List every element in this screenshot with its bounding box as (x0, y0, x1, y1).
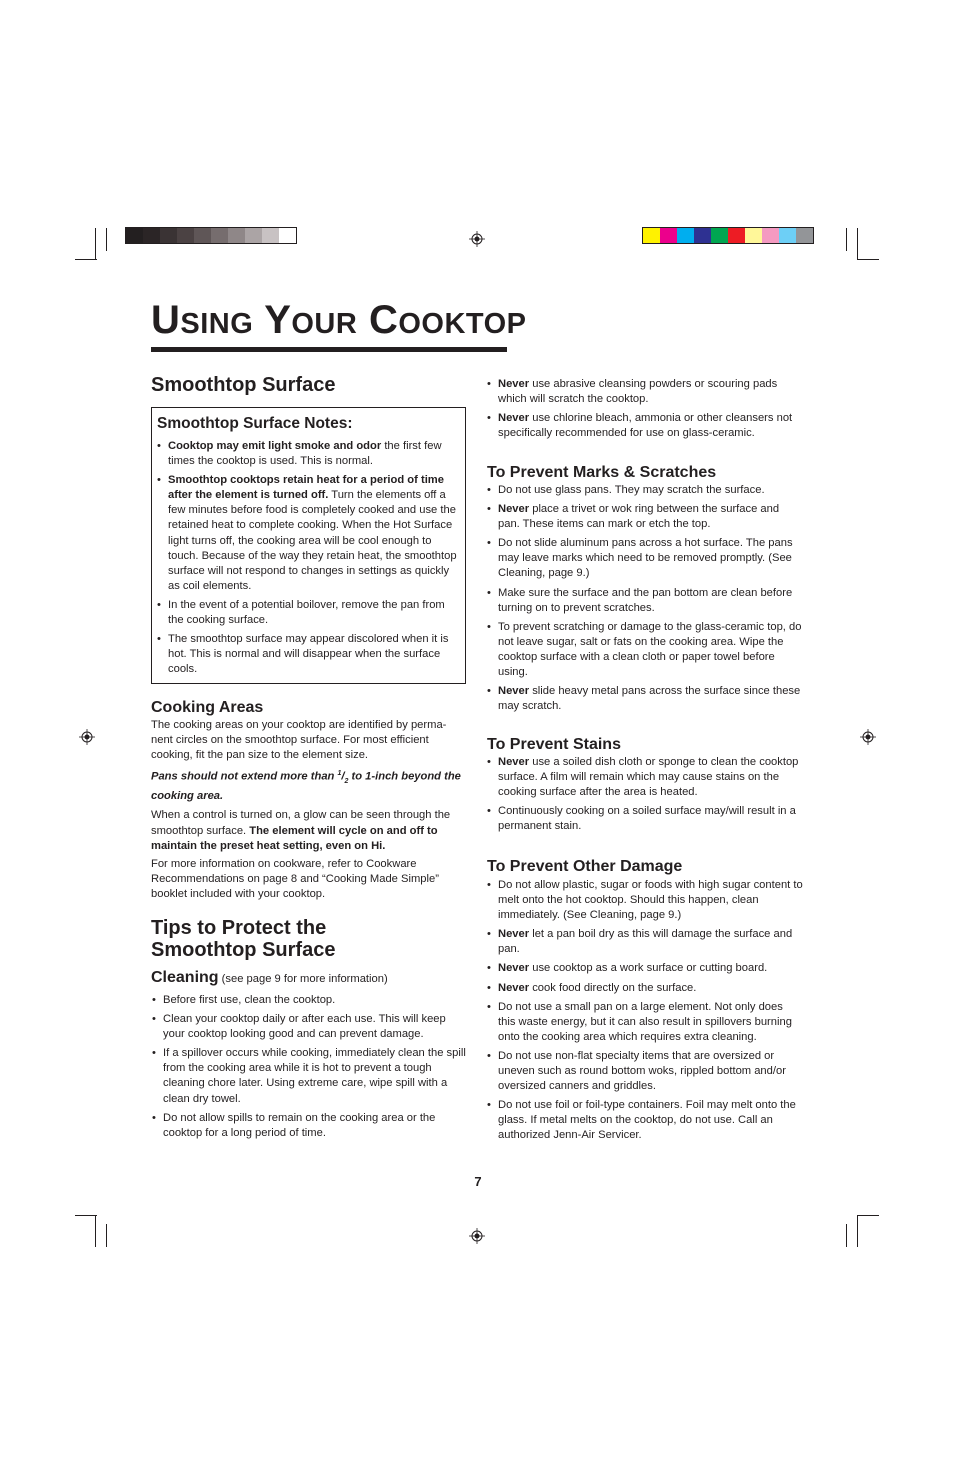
color-swatch (711, 228, 728, 243)
color-swatch (194, 228, 211, 243)
list-item: • Never slide heavy metal pans across the surface since these may scratch. (487, 684, 803, 714)
color-swatch (728, 228, 745, 243)
registration-mark-icon (469, 231, 485, 247)
list-item: • Never use a soiled dish cloth or sponge to clean the cooktop surface. A film will remain which may cause stains on the cooking surface after the area is heated. (487, 755, 803, 800)
list-item: • Continuously cooking on a soiled surface may/will result in a permanent stain. (487, 804, 803, 834)
color-swatch (211, 228, 228, 243)
other-damage-list (487, 878, 803, 1148)
color-swatch (160, 228, 177, 243)
paragraph: For more information on cookware, refer to Cookware Recommendations on page 8 and “Cooking Made Simple” booklet included with your cooktop. (151, 857, 439, 900)
color-swatch (177, 228, 194, 243)
notes-list (157, 439, 460, 677)
marks-list (487, 483, 803, 718)
marks-heading: To Prevent Marks & Scratches (487, 464, 717, 481)
list-item: • Never place a trivet or wok ring between the surface and pan. These items can mark or etch the top. (487, 502, 803, 532)
notes-heading: Smoothtop Surface Notes: (157, 415, 353, 432)
registration-mark-icon (469, 1228, 485, 1244)
list-item: • Make sure the surface and the pan bottom are clean before turning on to prevent scratches. (487, 586, 803, 616)
color-swatch (643, 228, 660, 243)
cooking-areas-body (151, 718, 463, 902)
list-item: • Never let a pan boil dry as this will damage the surface and pan. (487, 927, 803, 957)
color-swatch (228, 228, 245, 243)
color-swatch (762, 228, 779, 243)
list-item: • Do not use foil or foil-type containers. Foil may melt onto the glass. If metal melts on the cooktop, do not use. Call an authorized Jenn-Air Servicer. (487, 1098, 803, 1143)
color-swatch (279, 228, 296, 243)
paragraph: The cooking areas on your cooktop are identified by perma-nent circles on the smoothtop surface. For most efficient cooking, fit the pan size to the element size. (151, 719, 447, 762)
list-item: • Do not use a small pan on a large element. Not only does this waste energy, but it can also result in spillovers burning onto the cooking area which requires extra cleaning. (487, 1000, 803, 1045)
list-item: • Never cook food directly on the surface. (487, 981, 803, 996)
color-swatch (796, 228, 813, 243)
list-item: • If a spillover occurs while cooking, immediately clean the spill from the cooking area while it is hot to prevent a tough cleaning chore later. Using extreme care, wipe spill with a clean dry towel. (152, 1046, 466, 1106)
color-swatch (779, 228, 796, 243)
color-swatch (126, 228, 143, 243)
color-swatch (745, 228, 762, 243)
color-swatch (677, 228, 694, 243)
list-item: • Before first use, clean the cooktop. (152, 993, 466, 1008)
cleaning-heading-line: Cleaning (see page 9 for more information) (151, 969, 388, 986)
color-swatch (143, 228, 160, 243)
list-item: • In the event of a potential boilover, remove the pan from the cooking surface. (157, 598, 460, 628)
paragraph: When a control is turned on, a glow can be seen through the smoothtop surface. The element will cycle on and off to maintain the preset heat setting, even on Hi. (151, 809, 451, 852)
list-item: • Smoothtop cooktops retain heat for a period of time after the element is turned off. Turn the elements off a few minutes before food is completely cooked and use the retained heat to complete cooking. When the Hot Surface light turns off, the cooking area will be cool enough to touch. Because of the way they retain heat, the smoothtop surface will not respond to changes in settings as quickly as coil elements. (157, 473, 460, 594)
list-item: • Never use cooktop as a work surface or cutting board. (487, 961, 803, 976)
color-swatch (694, 228, 711, 243)
list-item: • Do not use non-flat specialty items that are oversized or uneven such as round bottom woks, rippled bottom and/or oversized canners and griddles. (487, 1049, 803, 1094)
gray-color-bar (125, 227, 297, 244)
list-item: • Clean your cooktop daily or after each use. This will keep your cooktop looking good and can prevent damage. (152, 1012, 466, 1042)
page-title: USING YOUR COOKTOP (151, 298, 527, 342)
list-item: • To prevent scratching or damage to the glass-ceramic top, do not leave sugar, salt or fats on the cooking area. Wipe the cooktop surface with a clean cloth or paper towel before using. (487, 620, 803, 680)
pan-size-note: Pans should not extend more than $^1/_2$ to 1-inch beyond the cooking area. (151, 770, 461, 803)
tips-heading: Tips to Protect the Smoothtop Surface (151, 917, 336, 961)
list-item: • Do not allow plastic, sugar or foods with high sugar content to melt onto the hot cooktop. Should this happen, clean immediately. (See Cleaning, page 9.) (487, 878, 803, 923)
stains-heading: To Prevent Stains (487, 736, 621, 753)
list-item: • Do not slide aluminum pans across a hot surface. The pans may leave marks which need to be removed promptly. (See Cleaning, page 9.) (487, 536, 803, 581)
list-item: • Never use abrasive cleansing powders or scouring pads which will scratch the cooktop. (487, 377, 803, 407)
list-item: • Do not use glass pans. They may scratch the surface. (487, 483, 803, 498)
list-item: • Do not allow spills to remain on the cooking area or the cooktop for a long period of time. (152, 1111, 466, 1141)
section-heading: Smoothtop Surface (151, 374, 336, 396)
list-item: • The smoothtop surface may appear discolored when it is hot. This is normal and will disappear when the surface cools. (157, 632, 460, 677)
stains-list (487, 755, 803, 838)
other-damage-heading: To Prevent Other Damage (487, 858, 683, 875)
list-item: • Never use chlorine bleach, ammonia or other cleansers not specifically recommended for use on glass-ceramic. (487, 411, 803, 441)
cleaning-warnings-list (487, 377, 803, 445)
process-color-bar (642, 227, 814, 244)
notes-box (151, 407, 466, 684)
color-swatch (660, 228, 677, 243)
title-rule (151, 347, 507, 352)
cleaning-list (152, 993, 466, 1145)
list-item: • Cooktop may emit light smoke and odor the first few times the cooktop is used. This is normal. (157, 439, 460, 469)
registration-mark-icon (79, 729, 95, 745)
color-swatch (245, 228, 262, 243)
registration-mark-icon (860, 729, 876, 745)
cooking-areas-heading: Cooking Areas (151, 699, 264, 716)
color-swatch (262, 228, 279, 243)
page-number: 7 (474, 1174, 482, 1189)
